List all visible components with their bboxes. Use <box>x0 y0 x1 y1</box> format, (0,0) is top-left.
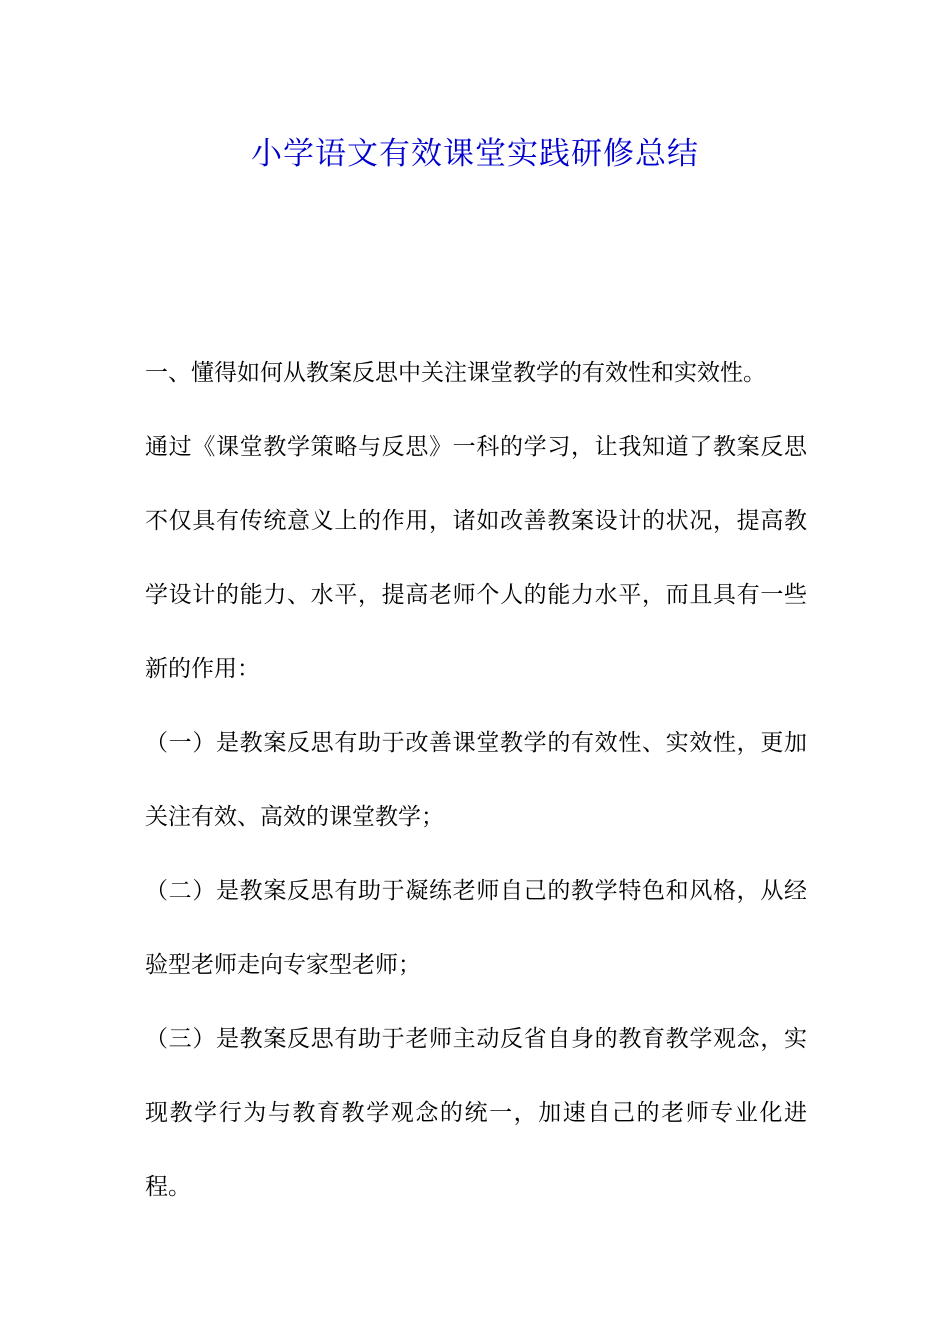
paragraph-point-3: （三）是教案反思有助于老师主动反省自身的教育教学观念，实现教学行为与教育教学观念的统一，加速自己的老师专业化进程。 <box>145 1026 807 1200</box>
paragraph-point-1: （一）是教案反思有助于改善课堂教学的有效性、实效性，更加关注有效、高效的课堂教学； <box>145 730 807 830</box>
document-body <box>145 336 807 1224</box>
paragraph-heading-1: 一、懂得如何从教案反思中关注课堂教学的有效性和实效性。 <box>145 360 766 386</box>
paragraph-point-2: （二）是教案反思有助于凝练老师自己的教学特色和风格，从经验型老师走向专家型老师； <box>145 878 807 978</box>
document-title: 小学语文有效课堂实践研修总结 <box>251 136 699 172</box>
paragraph-intro: 通过《课堂教学策略与反思》一科的学习，让我知道了教案反思不仅具有传统意义上的作用，诸如改善教案设计的状况，提高教学设计的能力、水平，提高老师个人的能力水平，而且具有一些新的作用： <box>145 434 807 682</box>
